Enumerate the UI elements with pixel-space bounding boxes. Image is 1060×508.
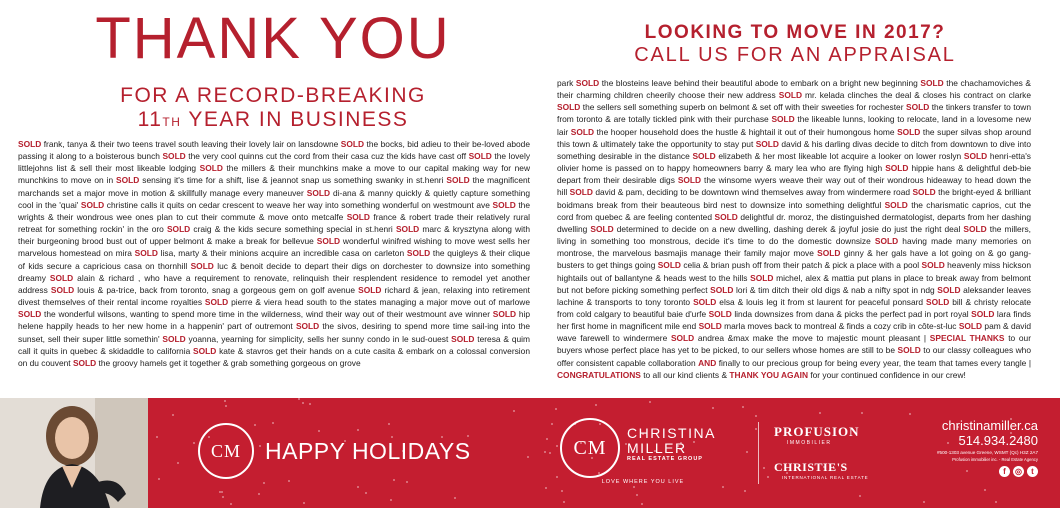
move-heading: LOOKING TO MOVE IN 2017? (644, 22, 946, 43)
snow-dot (909, 413, 911, 415)
sold-keyword: SOLD (570, 126, 595, 137)
sold-entry-text: lori & tim ditch their old digs & nab a nifty spot in ndg (733, 284, 938, 295)
snow-dot (636, 494, 638, 496)
sold-keyword: SOLD (884, 199, 908, 210)
sold-keyword: SOLD (492, 309, 517, 320)
sold-keyword: SOLD (116, 175, 140, 186)
office-address: #500-1303 avenue Greene, WSMT (Qc) H3Z 2A7 (936, 450, 1038, 455)
agent-portrait-icon (0, 398, 148, 508)
snow-dot (357, 486, 359, 488)
sold-entry-text: sensing it's time for a shift, lise & jeannot snap us something swanky in st.henri (139, 175, 447, 186)
snow-dot (861, 412, 863, 414)
sold-keyword: SOLD (874, 236, 899, 247)
sold-keyword: SOLD (921, 260, 945, 271)
snow-dot (641, 503, 643, 505)
sold-keyword: SOLD (693, 296, 717, 307)
cm-logo-small-text: CM (210, 441, 241, 461)
sold-entry-text: linda downsizes from dana & picks the perfect pad in port royal (731, 308, 972, 319)
snow-dot (467, 435, 469, 437)
sold-entry-text: elsa & louis leg it from st laurent for peaceful ponsard (716, 296, 927, 307)
sold-entry-text: elizabeth & her most likeable lot acquire a looker on lower roslyn (715, 150, 964, 161)
facebook-icon[interactable]: f (999, 466, 1010, 477)
sold-entry-text: to our buyers whose perfect place has yet to be picked, to our sellers whose homes are still to be (557, 333, 1031, 356)
sold-entry-text: richard & jean, relaxing into retirement divest themselves of their rental income royalties (18, 284, 530, 308)
sold-entry-text: the wrights & their wondrous wee ones plan to cut their commute & move onto metcalfe (18, 199, 530, 222)
company-last-name: MILLER (627, 440, 687, 456)
website-link[interactable]: christinamiller.ca (941, 418, 1038, 433)
sold-entry-text: the charismatic caprios, cut the cord from quebec & are feeling contented (557, 199, 1031, 222)
sold-keyword: SOLD (446, 175, 470, 186)
sold-entry-text: yoanna, yearning for simplicity, sells her sunny condo in le sud-ouest (185, 333, 452, 344)
sold-entry-text: michel, alex & mattia put plans in place to break away from belmont but not before picking something perfect (557, 272, 1031, 295)
snow-dot (551, 423, 553, 425)
snow-dot (966, 470, 968, 472)
sold-entry-text: marla moves back to montreal & finds a cozy crib in côte-st-luc (721, 321, 959, 332)
twitter-icon[interactable]: t (1027, 466, 1038, 477)
sold-keyword: SOLD (451, 333, 475, 344)
sold-entry-text: luc & benoit decide to depart their digs on dorchester to downsize into something dreamy (18, 260, 530, 283)
snow-dot (763, 467, 765, 469)
sold-entry-text: christine calls it quits on cedar crescent to weave her way into something wonderful on westmount ave (104, 199, 493, 210)
company-tagline: LOVE WHERE YOU LIVE (601, 479, 685, 485)
sold-keyword: SOLD (708, 308, 732, 319)
sold-entry-text: for your continued confidence in our crew! (808, 369, 966, 380)
sold-entry-text: craig & the kids secure something special in st.henri (190, 224, 396, 235)
sold-keyword: SOLD (134, 248, 158, 259)
cm-logo-large-text: CM (573, 437, 607, 459)
sold-keyword: SOLD (677, 175, 702, 186)
snow-dot (258, 493, 260, 495)
phone-number[interactable]: 514.934.2480 (958, 433, 1038, 448)
sold-entry-text: the sellers sell something superb on belmont & set off with their sweeties for rochester (580, 102, 906, 113)
sold-keyword: SOLD (912, 187, 936, 198)
snow-dot (859, 495, 861, 497)
sold-keyword: SOLD (905, 102, 930, 113)
sold-keyword: SOLD (937, 284, 961, 295)
sold-entry-text: pam & david wave farewell to windermere (557, 321, 1031, 344)
sold-entry-text: david & pam, deciding to be downtown wind themselves away from windermere road (592, 187, 913, 198)
social-links (999, 466, 1038, 477)
sold-keyword: SOLD (897, 126, 921, 137)
sold-keyword: SOLD (817, 248, 841, 259)
sold-entry-text: henri-etta's olivier home is passed on to happy homeowners barry & mary lea who are flying high (557, 150, 1031, 174)
profusion-sub: IMMOBILIER (787, 440, 832, 446)
snow-dot (767, 476, 769, 478)
sold-entry-text: finally to our precious group for being every year, the team that tames every tangle | (716, 357, 1031, 368)
snow-dot (556, 476, 558, 478)
snow-dot (546, 438, 548, 440)
sold-entry-text: the hooper household does the hustle & hightail it out of their humongous home (594, 126, 898, 137)
sold-keyword: SOLD (72, 357, 97, 368)
page-title: THANK YOU (95, 6, 451, 71)
sold-entry-text: louis & pa-trice, back from toronto, snag a gorgeous gem on golf avenue (74, 284, 359, 295)
sold-keyword: SOLD (698, 321, 722, 332)
snow-dot (224, 400, 226, 402)
sold-entry-text: the blosteins leave behind their beautiful abode to embark on a bright new beginning (599, 78, 921, 88)
sold-keyword: SOLD (971, 308, 995, 319)
snow-dot (318, 430, 320, 432)
sold-keyword: SOLD (963, 223, 987, 234)
sold-keyword: SOLD (575, 78, 600, 88)
appraisal-heading: CALL US FOR AN APPRAISAL (634, 44, 956, 66)
sold-keyword: SOLD (166, 224, 191, 235)
snow-dot (563, 501, 565, 503)
snow-dot (923, 501, 925, 503)
sold-keyword: AND (698, 357, 717, 368)
snow-dot (649, 401, 651, 403)
sold-entry-text: the chachamoviches & their charming children cheerily choose their new address (557, 78, 1031, 101)
company-name (627, 426, 716, 456)
snow-dot (755, 428, 757, 430)
left-sold-list (18, 138, 530, 390)
snow-dot (172, 414, 174, 416)
sold-keyword: SOLD (958, 321, 983, 332)
sold-entry-text: the quigleys & their clique of kids secure a capricious casa on thornhill (18, 248, 530, 271)
sold-entry-text: the lovely littlejohns list & sell their most likeable lodging (18, 151, 530, 174)
snow-dot (947, 442, 949, 444)
sold-entry-text: the likeable lunns, looking to relocate, land in a lovesome new lair (557, 114, 1031, 137)
sold-keyword: SOLD (897, 345, 921, 356)
snow-dot (755, 415, 757, 417)
subtitle-line2 (18, 108, 528, 132)
snow-dot (555, 408, 557, 410)
sold-keyword: SOLD (162, 151, 186, 162)
snow-dot (595, 404, 597, 406)
snow-dot (712, 407, 714, 409)
sold-entry-text: hippie hans & delightful deb-bie depart from their desirable digs (557, 163, 1031, 186)
banner-divider (758, 422, 759, 484)
sold-keyword: SOLD (920, 78, 944, 88)
snow-dot (263, 482, 265, 484)
instagram-icon[interactable]: ◎ (1013, 466, 1024, 477)
cm-logo-small (198, 423, 254, 479)
snow-dot (303, 502, 305, 504)
sold-keyword: SOLD (590, 223, 614, 234)
sold-keyword: SOLD (710, 284, 734, 295)
snow-dot (357, 429, 359, 431)
sold-entry-text: the magnificent marchands set a major move in motion & skillfully manage every maneuver (18, 175, 530, 198)
sold-entry-text: kate & stavros get their hands on a cute casita & embark on a colossal conversion on du couvent (18, 345, 530, 368)
christies-sub: INTERNATIONAL REAL ESTATE (782, 475, 869, 480)
snow-dot (561, 490, 563, 492)
sold-keyword: SOLD (569, 187, 593, 198)
snow-dot (230, 503, 232, 505)
sold-keyword: SOLD (306, 187, 331, 198)
snow-dot (193, 442, 195, 444)
subtitle-number: 11 (137, 108, 163, 131)
sold-keyword: SOLD (771, 114, 795, 125)
sold-entry-text: di-ana & manny quickly & quietly capture something cool in the 'quai' (18, 187, 530, 210)
snow-dot (744, 490, 746, 492)
snow-dot (393, 479, 395, 481)
sold-entry-text: pierre & viera head south to the states managing a major move out of marlowe (228, 297, 530, 308)
snow-dot (556, 445, 558, 447)
sold-entry-text: to our classy colleagues who offer consistent capable collaboration (557, 345, 1031, 368)
sold-keyword: SOLD (190, 260, 214, 271)
sold-keyword: SOLD (750, 272, 774, 283)
sold-entry-text: alain & richard , who have a requirement to renovate, relinquish their resplendent residence to remodel yet another address (18, 272, 530, 295)
sold-keyword: SOLD (492, 199, 516, 210)
sold-entry-text: teresa & quim call it quits in quebec & skidaddle to california (18, 333, 530, 356)
sold-keyword: SOLD (199, 163, 223, 174)
snow-dot (309, 403, 311, 405)
sold-entry-text: frank, tanya & their two teens travel south leaving their lovely lair on lansdowne (41, 139, 341, 149)
sold-keyword: SOLD (468, 151, 492, 162)
sold-entry-text: the groovy hamels get it together & grab something gorgeous on grove (96, 357, 361, 368)
subtitle-rest: YEAR IN BUSINESS (181, 108, 409, 131)
sold-entry-text: having made many memories on montrose, the marvelous basmajis manage their family major move (557, 236, 1031, 259)
snow-dot (995, 501, 997, 503)
snow-dot (272, 422, 274, 424)
sold-keyword: SOLD (204, 297, 229, 308)
sold-keyword: SOLD (670, 333, 695, 344)
sold-entry-text: hip helene happily heads to her new home in a happenin' part of outremont (18, 309, 530, 332)
sold-keyword: SOLD (295, 321, 320, 332)
sold-entry-text: andrea &max make the move to majestic mount pleasant | (694, 333, 930, 344)
sold-keyword: SOLD (49, 272, 74, 283)
snow-dot (746, 451, 748, 453)
snow-dot (298, 398, 300, 400)
snow-dot (549, 452, 551, 454)
snow-dot (513, 410, 515, 412)
sold-entry-text: the wonderful wilsons, wanting to spend more time in the wilderness, wind their way out of their westmount ave winner (41, 309, 493, 320)
sold-keyword: SOLD (316, 236, 341, 247)
christies-logo: CHRISTIE'S (774, 460, 848, 474)
snow-dot (365, 492, 367, 494)
snow-dot (254, 424, 256, 426)
sold-keyword: SOLD (193, 345, 217, 356)
sold-entry-text: mr. kelada clinches the deal & closes his contract on clarke (802, 90, 1031, 101)
snow-dot (390, 499, 392, 501)
agent-photo (0, 398, 148, 508)
sold-entry-text: lara finds her first home in magnificent mile end (557, 308, 1031, 332)
snow-dot (158, 478, 160, 480)
sold-keyword: SOLD (926, 296, 950, 307)
sold-entry-text: park (557, 78, 576, 88)
snow-dot (633, 486, 635, 488)
sold-entry-text: bill & christy relocate from cold calgary to beautiful baie d'urfe (557, 296, 1031, 319)
sold-keyword: SOLD (714, 211, 738, 222)
sold-keyword: SPECIAL THANKS (929, 333, 1005, 344)
sold-keyword: SOLD (692, 150, 716, 161)
profusion-logo: PROFUSION (774, 424, 860, 439)
sold-keyword: SOLD (340, 139, 365, 149)
sold-keyword: SOLD (557, 102, 581, 113)
sold-keyword: SOLD (885, 163, 909, 174)
snow-dot (722, 486, 724, 488)
sold-entry-text: determined to decide on a new dwelling, dashing derek & joyful josie do just the right deal (613, 223, 964, 234)
sold-entry-text: the millers, living in something too monstrous, decide it's time to do the domestic downsize (557, 223, 1031, 247)
snow-dot (742, 406, 744, 408)
sold-entry-text: france & robert trade their relatively rural retreat for something rockin' in the oro (18, 211, 530, 235)
company-group: REAL ESTATE GROUP (627, 456, 703, 462)
sold-entry-text: heavenly miss hickson hightails out of ballantyne & heads west to the hills (557, 260, 1031, 283)
snow-dot (288, 480, 290, 482)
snow-dot (545, 487, 547, 489)
sold-entry-text: the bright-eyed & brilliant boidmans break from their beauteous bird nest to downsize into something delightful (557, 187, 1031, 210)
snow-dot (225, 405, 227, 407)
sold-keyword: SOLD (80, 199, 105, 210)
sold-entry-text: celia & brian push off from their patch & pick a place with a pool (680, 260, 922, 271)
snow-dot (454, 497, 456, 499)
subtitle-ordinal: TH (162, 115, 182, 129)
sold-keyword: SOLD (50, 284, 75, 295)
sold-keyword: SOLD (18, 139, 42, 149)
sold-entry-text: delightful dr. moroz, the distinguished dermatologist, departs from her dashing dwelling (557, 211, 1031, 234)
snow-dot (984, 489, 986, 491)
sold-entry-text: the bocks, bid adieu to their be-loved abode passing it along to a boisterous bunch (18, 139, 530, 162)
sold-keyword: SOLD (778, 90, 802, 101)
snow-dot (819, 412, 821, 414)
sold-keyword: SOLD (162, 333, 186, 344)
snow-dot (406, 481, 408, 483)
snow-dot (259, 445, 261, 447)
sold-entry-text: the winsome wyers weave their way out of their wondrous hideaway to head down the hill (557, 175, 1031, 198)
snow-dot (302, 402, 304, 404)
snow-dot (156, 436, 158, 438)
snow-dot (388, 423, 390, 425)
snow-dot (222, 496, 224, 498)
sold-entry-text: the very cool quinns cut the cord from their casa cuz the kids have cast off (185, 151, 469, 162)
sold-entry-text: wonderful winifred wishing to move west sells her marvelous homestead on mira (18, 236, 530, 259)
sold-keyword: SOLD (963, 150, 988, 161)
subtitle-line1: FOR A RECORD-BREAKING (120, 84, 426, 107)
sold-entry-text: ginny & her gals have a lot going on & go gang-busters to get things going (557, 248, 1031, 271)
sold-entry-text: the super silvas shop around this town & ultimately take the opportunity to stay put (557, 126, 1031, 149)
snow-dot (527, 456, 529, 458)
sold-keyword: THANK YOU AGAIN (729, 369, 808, 380)
sold-keyword: SOLD (657, 260, 681, 271)
sold-keyword: CONGRATULATIONS (557, 369, 641, 380)
holiday-banner (0, 398, 1060, 508)
cm-logo-large (560, 418, 620, 478)
sold-entry-text: lisa, marty & their minions acquire an incredible casa on carleton (157, 248, 407, 259)
sold-entry-text: the tinkers transfer to town from toronto & are totally tickled pink with their purchase (557, 102, 1031, 125)
sold-keyword: SOLD (346, 211, 370, 222)
snow-dot (177, 462, 179, 464)
sold-keyword: SOLD (395, 224, 420, 235)
sold-entry-text: david & his darling divas decide to ditch from downtown to dive into something desirable in the distance (557, 138, 1031, 161)
right-sold-list (557, 77, 1031, 395)
agency-name: Profusion immobilier inc. - Real Estate Agency (952, 457, 1038, 462)
company-first-name: CHRISTINA (627, 425, 716, 441)
sold-entry-text: to all our kind clients & (640, 369, 730, 380)
sold-keyword: SOLD (755, 138, 779, 149)
sold-keyword: SOLD (406, 248, 431, 259)
sold-entry-text: the millers & their munchkins make a move to our capital making way for new munchkins to move on in (18, 163, 530, 186)
snow-dot (544, 451, 546, 453)
sold-entry-text: the sivos, desiring to spend more time sail-ing into the sunset, sell their super little somethin' (18, 321, 530, 344)
sold-entry-text: marc & krysztyna along with their burgeoning brood bust out of upper belmont & make a break for bellevue (18, 224, 530, 247)
sold-keyword: SOLD (358, 284, 382, 295)
sold-keyword: SOLD (18, 309, 42, 320)
sold-entry-text: aleksander leaves lachine & transports to tony toronto (557, 284, 1031, 307)
happy-holidays-text: HAPPY HOLIDAYS (265, 438, 471, 464)
